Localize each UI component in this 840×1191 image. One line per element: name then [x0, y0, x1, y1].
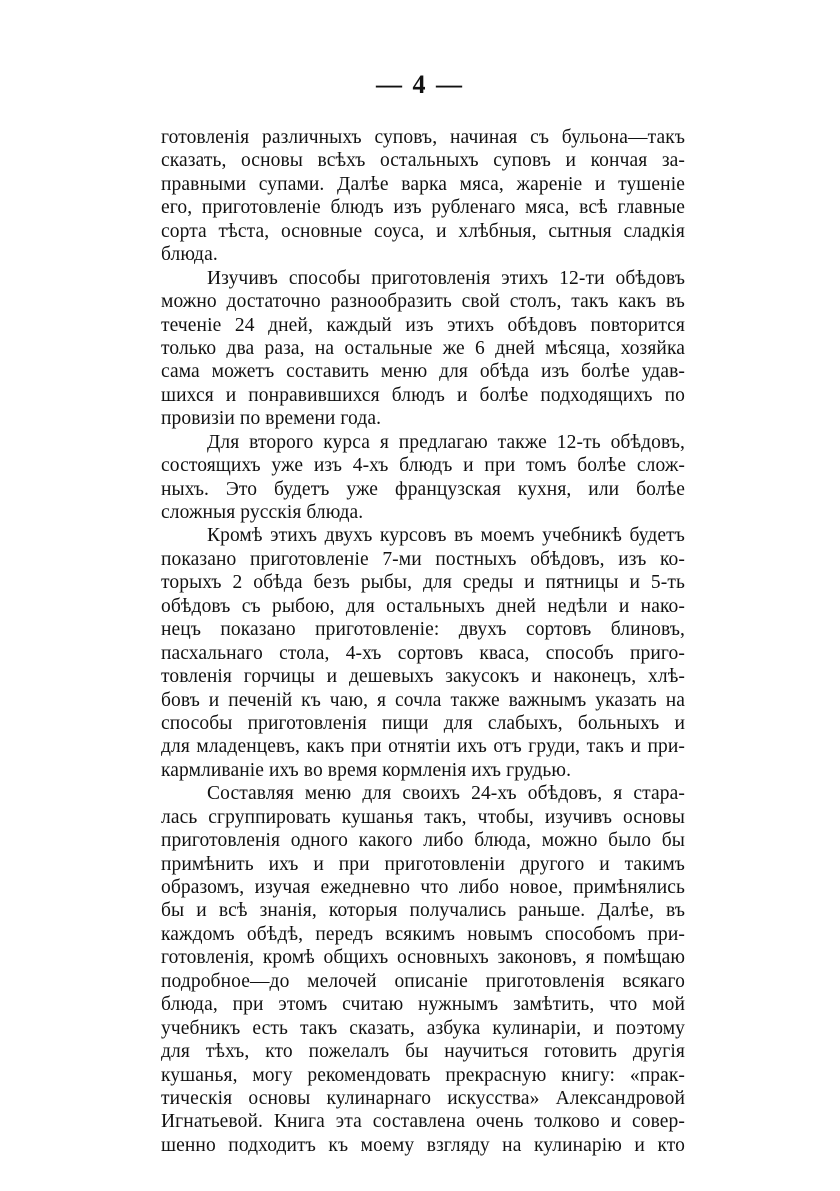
text-line: провизіи по времени года.	[161, 408, 382, 430]
text-line: для тѣхъ, кто пожелалъ бы научиться готовить другія	[161, 1041, 685, 1063]
text-line: ныхъ. Это будетъ уже французская кухня, или болѣе	[161, 478, 685, 500]
text-line: готовленія различныхъ суповъ, начиная съ бульона—такъ	[161, 127, 685, 148]
text-line: показано приготовленіе 7-ми постныхъ обѣдовъ, изъ ко-	[161, 548, 685, 570]
text-line: правными супами. Далѣе варка мяса, жареніе и тушеніе	[161, 173, 685, 195]
text-line: Составляя меню для своихъ 24-хъ обѣдовъ, я стара-	[207, 783, 685, 805]
text-line: теченіе 24 дней, каждый изъ этихъ обѣдовъ повторится	[161, 314, 685, 336]
text-line: Кромѣ этихъ двухъ курсовъ въ моемъ учебникѣ будетъ	[207, 525, 685, 547]
text-line: его, приготовленіе блюдъ изъ рубленаго мяса, всѣ главные	[161, 197, 685, 219]
text-line: Изучивъ способы приготовленія этихъ 12-ти обѣдовъ	[207, 267, 685, 289]
text-line: шихся и понравившихся блюдъ и болѣе подходящихъ по	[161, 384, 685, 406]
text-line: нецъ показано приготовленіе: двухъ сортовъ блиновъ,	[161, 619, 685, 641]
text-line: кушанья, могу рекомендовать прекрасную книгу: «прак-	[161, 1064, 685, 1086]
text-line: бовъ и печеній къ чаю, я сочла также важнымъ указать на	[161, 689, 685, 711]
text-line: блюда, при этомъ считаю нужнымъ замѣтить, что мой	[161, 994, 685, 1016]
text-line: лась сгруппировать кушанья такъ, чтобы, изучивъ основы	[161, 806, 685, 828]
text-line: подробное—до мелочей описаніе приготовленія всякаго	[161, 970, 685, 992]
text-line: сорта тѣста, основные соуса, и хлѣбныя, сытныя сладкія	[161, 220, 685, 242]
text-line: шенно подходитъ къ моему взгляду на кулинарію и кто	[161, 1134, 685, 1156]
text-line: Игнатьевой. Книга эта составлена очень толково и совер-	[161, 1111, 685, 1133]
text-line: бы и всѣ знанія, которыя получались раньше. Далѣе, въ	[161, 900, 685, 922]
text-line: можно достаточно разнообразить свой столъ, такъ какъ въ	[161, 291, 685, 313]
text-line: приготовленія одного какого либо блюда, можно было бы	[161, 830, 685, 852]
text-line: блюда.	[161, 244, 218, 266]
text-line: учебникъ есть такъ сказать, азбука кулинаріи, и поэтому	[161, 1017, 685, 1039]
text-line: тическія основы кулинарнаго искусства» Александровой	[161, 1087, 685, 1109]
text-line: товленія горчицы и дешевыхъ закусокъ и наконецъ, хлѣ-	[161, 666, 685, 688]
text-line: способы приготовленія пищи для слабыхъ, больныхъ и	[161, 712, 685, 734]
text-line: образомъ, изучая ежедневно что либо новое, примѣнялись	[161, 877, 685, 898]
text-line: пасхальнаго стола, 4-хъ сортовъ кваса, способъ приго-	[161, 642, 685, 664]
text-line: состоящихъ уже изъ 4-хъ блюдъ и при томъ болѣе слож-	[161, 455, 685, 477]
page-number: — 4 —	[376, 70, 464, 99]
text-line: для младенцевъ, какъ при отнятіи ихъ отъ груди, такъ и при-	[161, 736, 685, 758]
text-line: готовленія, кромѣ общихъ основныхъ законовъ, я помѣщаю	[161, 947, 685, 969]
text-line: кармливаніе ихъ во время кормленія ихъ грудью.	[161, 759, 572, 781]
text-line: обѣдовъ съ рыбою, для остальныхъ дней недѣли и нако-	[161, 595, 685, 617]
body-text	[161, 126, 685, 1157]
text-line: каждомъ обѣдѣ, передъ всякимъ новымъ способомъ при-	[161, 923, 685, 945]
text-line: торыхъ 2 обѣда безъ рыбы, для среды и пятницы и 5-ть	[161, 572, 685, 594]
text-line: сложныя русскія блюда.	[161, 502, 364, 523]
text-line: сама можетъ составить меню для обѣда изъ болѣе удав-	[161, 361, 685, 383]
text-line: примѣнить ихъ и при приготовленіи другого и такимъ	[161, 853, 685, 875]
text-line: сказать, основы всѣхъ остальныхъ суповъ и кончая за-	[161, 150, 685, 172]
text-line: Для второго курса я предлагаю также 12-ть обѣдовъ,	[207, 431, 685, 453]
text-line: только два раза, на остальные же 6 дней мѣсяца, хозяйка	[161, 337, 685, 359]
